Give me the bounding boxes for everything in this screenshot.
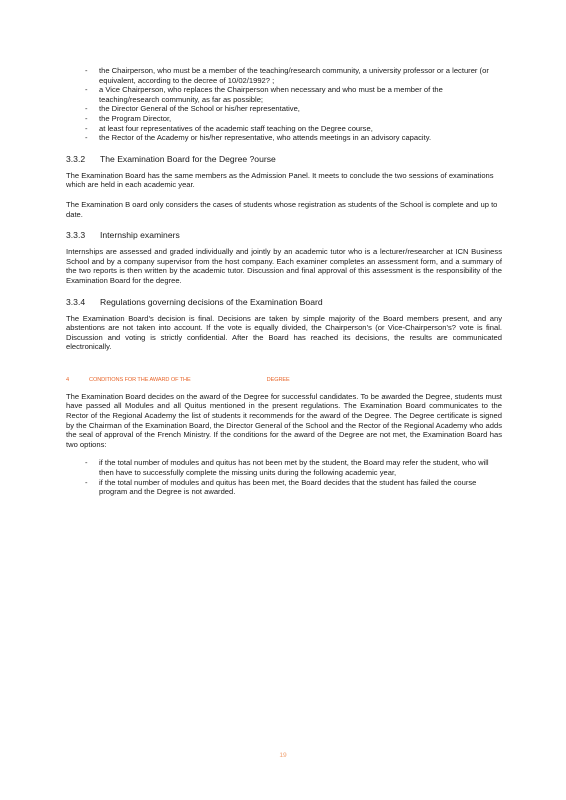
section-title: Internship examiners xyxy=(100,230,180,241)
list-item: - the Director General of the School or his/her representative, xyxy=(66,104,502,114)
document-page xyxy=(66,66,502,497)
list-item: - the Chairperson, who must be a member of the teaching/research community, a university professor or a lecturer (or equivalent, according to the decree of 10/02/1992? ; xyxy=(66,66,502,85)
section-number: 3.3.3 xyxy=(66,230,86,241)
paragraph: The Examination Board decides on the award of the Degree for successful candidates. To be awarded the Degree, students must have passed all Modules and all Quitus mentioned in the present regulations. The Examination Board communicates to the Rector of the Regional Academy the list of students it recommends for the award of the Degree. The Degree certificate is signed by the Chairman of the Examination Board, the Director General of the School and the Rector of the Regional Academy who adds the seal of approval of the French Ministry. If the conditions for the award of the Degree are not met, the Examination Board has two options: xyxy=(66,391,502,449)
list-item: - if the total number of modules and quitus has been met, the Board decides that the student has failed the course program and the Degree is not awarded. xyxy=(66,478,502,497)
section-title-part-b: DEGREE xyxy=(266,376,290,383)
list-item: - a Vice Chairperson, who replaces the Chairperson when necessary and who must be a member of the teaching/research community, as far as possible; xyxy=(66,85,502,104)
section-title: The Examination Board for the Degree ?ourse xyxy=(100,153,276,164)
paragraph: The Examination B oard only considers the cases of students whose registration as students of the School is complete and up to date. xyxy=(66,199,498,219)
board-members-list xyxy=(66,66,502,143)
board-options-list xyxy=(66,458,502,496)
list-item: - the Program Director, xyxy=(66,114,502,124)
section-title: Regulations governing decisions of the Examination Board xyxy=(100,296,323,307)
section-heading-3-3-4 xyxy=(66,297,502,308)
section-title-part-a: CONDITIONS FOR THE AWARD OF THE xyxy=(89,376,191,383)
paragraph: The Examination Board has the same members as the Admission Panel. It meets to conclude the two sessions of examinations which are held in each academic year. xyxy=(66,170,494,190)
page-number: 19 xyxy=(279,752,287,759)
list-item: - at least four representatives of the academic staff teaching on the Degree course, xyxy=(66,124,502,134)
list-item: - if the total number of modules and quitus has not been met by the student, the Board may refer the student, who will then have to successfully complete the missing units during the following academic year, xyxy=(66,458,502,477)
paragraph: Internships are assessed and graded individually and jointly by an academic tutor who is a lecturer/researcher at ICN Business School and by a company supervisor from the host company. Each examiner completes an assessment form, and a summary of the two reports is then written by the academic tutor. Discussion and final approval of this assessment is the responsibility of the Examination Board for the degree. xyxy=(66,247,502,285)
list-item: - the Rector of the Academy or his/her representative, who attends meetings in an advisory capacity. xyxy=(66,133,502,143)
section-number: 3.3.4 xyxy=(66,296,86,307)
paragraph: The Examination Board’s decision is final. Decisions are taken by simple majority of the Board members present, and any abstentions are not taken into account. If the vote is equally divided, the Chairperson’s (or Vice-Chairperson’s? vote is final. Discussion and voting is strictly confidential. After the Board has reached its decisions, the results are communicated electronically. xyxy=(66,313,502,352)
section-number: 3.3.2 xyxy=(66,153,86,164)
section-heading-3-3-3 xyxy=(66,230,502,241)
section-number: 4 xyxy=(66,376,70,383)
section-heading-3-3-2 xyxy=(66,154,502,165)
section-heading-4 xyxy=(66,376,502,384)
